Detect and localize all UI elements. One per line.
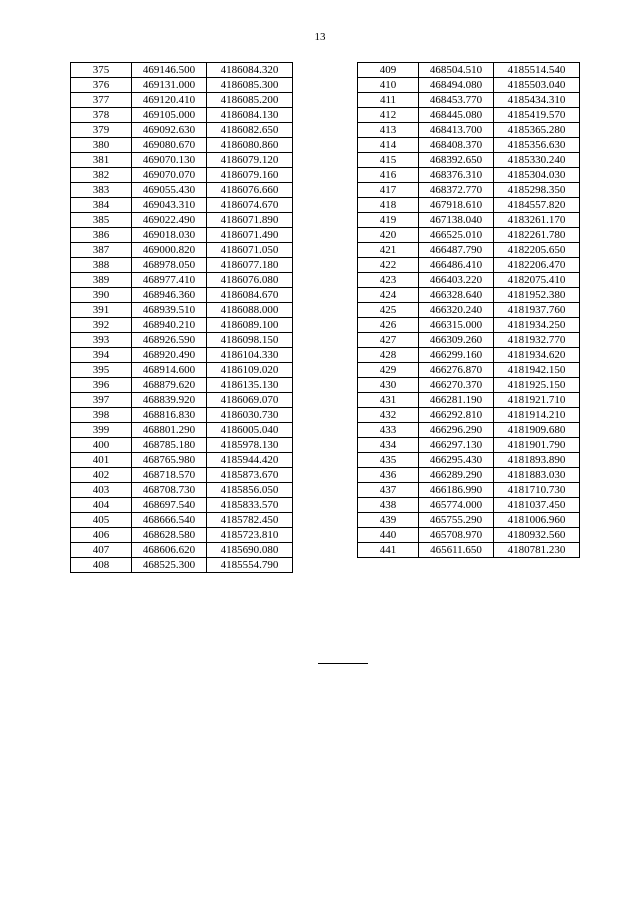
table-row: [358, 483, 580, 498]
table-row: [358, 93, 580, 108]
x-coordinate-cell: 466487.790: [419, 243, 494, 258]
x-coordinate-cell: 466296.290: [419, 423, 494, 438]
table-row: [358, 363, 580, 378]
y-coordinate-cell: 4184557.820: [494, 198, 580, 213]
point-number-cell: 412: [358, 108, 419, 123]
x-coordinate-cell: 469092.630: [132, 123, 207, 138]
table-row: [358, 78, 580, 93]
y-coordinate-cell: 4186071.050: [207, 243, 293, 258]
y-coordinate-cell: 4181934.250: [494, 318, 580, 333]
table-row: [358, 273, 580, 288]
table-row: [71, 513, 293, 528]
x-coordinate-cell: 468494.080: [419, 78, 494, 93]
table-row: [71, 258, 293, 273]
point-number-cell: 382: [71, 168, 132, 183]
point-number-cell: 429: [358, 363, 419, 378]
table-row: [71, 198, 293, 213]
y-coordinate-cell: 4185298.350: [494, 183, 580, 198]
x-coordinate-cell: 468839.920: [132, 393, 207, 408]
point-number-cell: 435: [358, 453, 419, 468]
coordinate-table-left: [70, 62, 293, 573]
x-coordinate-cell: 468408.370: [419, 138, 494, 153]
y-coordinate-cell: 4186079.120: [207, 153, 293, 168]
y-coordinate-cell: 4186071.490: [207, 228, 293, 243]
y-coordinate-cell: 4182205.650: [494, 243, 580, 258]
point-number-cell: 434: [358, 438, 419, 453]
y-coordinate-cell: 4185365.280: [494, 123, 580, 138]
point-number-cell: 384: [71, 198, 132, 213]
point-number-cell: 432: [358, 408, 419, 423]
table-row: [71, 468, 293, 483]
point-number-cell: 387: [71, 243, 132, 258]
y-coordinate-cell: 4181921.710: [494, 393, 580, 408]
y-coordinate-cell: 4180781.230: [494, 543, 580, 558]
x-coordinate-cell: 466295.430: [419, 453, 494, 468]
x-coordinate-cell: 469146.500: [132, 63, 207, 78]
point-number-cell: 401: [71, 453, 132, 468]
table-row: [71, 303, 293, 318]
table-row: [71, 408, 293, 423]
y-coordinate-cell: 4181901.790: [494, 438, 580, 453]
x-coordinate-cell: 466299.160: [419, 348, 494, 363]
point-number-cell: 417: [358, 183, 419, 198]
point-number-cell: 406: [71, 528, 132, 543]
x-coordinate-cell: 467138.040: [419, 213, 494, 228]
x-coordinate-cell: 465755.290: [419, 513, 494, 528]
point-number-cell: 407: [71, 543, 132, 558]
y-coordinate-cell: 4182261.780: [494, 228, 580, 243]
y-coordinate-cell: 4186109.020: [207, 363, 293, 378]
y-coordinate-cell: 4185873.670: [207, 468, 293, 483]
x-coordinate-cell: 468801.290: [132, 423, 207, 438]
y-coordinate-cell: 4181934.620: [494, 348, 580, 363]
table-row: [358, 528, 580, 543]
y-coordinate-cell: 4186076.080: [207, 273, 293, 288]
x-coordinate-cell: 466289.290: [419, 468, 494, 483]
point-number-cell: 396: [71, 378, 132, 393]
x-coordinate-cell: 469131.000: [132, 78, 207, 93]
y-coordinate-cell: 4185554.790: [207, 558, 293, 573]
point-number-cell: 411: [358, 93, 419, 108]
point-number-cell: 391: [71, 303, 132, 318]
point-number-cell: 408: [71, 558, 132, 573]
y-coordinate-cell: 4181006.960: [494, 513, 580, 528]
point-number-cell: 395: [71, 363, 132, 378]
x-coordinate-cell: 468926.590: [132, 333, 207, 348]
y-coordinate-cell: 4185434.310: [494, 93, 580, 108]
y-coordinate-cell: 4180932.560: [494, 528, 580, 543]
x-coordinate-cell: 466281.190: [419, 393, 494, 408]
point-number-cell: 377: [71, 93, 132, 108]
x-coordinate-cell: 466486.410: [419, 258, 494, 273]
y-coordinate-cell: 4186082.650: [207, 123, 293, 138]
x-coordinate-cell: 468946.360: [132, 288, 207, 303]
table-row: [358, 393, 580, 408]
point-number-cell: 433: [358, 423, 419, 438]
table-row: [71, 213, 293, 228]
y-coordinate-cell: 4185514.540: [494, 63, 580, 78]
y-coordinate-cell: 4186071.890: [207, 213, 293, 228]
table-row: [358, 288, 580, 303]
table-row: [358, 138, 580, 153]
point-number-cell: 420: [358, 228, 419, 243]
table-row: [358, 348, 580, 363]
point-number-cell: 438: [358, 498, 419, 513]
point-number-cell: 386: [71, 228, 132, 243]
y-coordinate-cell: 4186069.070: [207, 393, 293, 408]
x-coordinate-cell: 466328.640: [419, 288, 494, 303]
y-coordinate-cell: 4181893.890: [494, 453, 580, 468]
y-coordinate-cell: 4185856.050: [207, 483, 293, 498]
x-coordinate-cell: 469018.030: [132, 228, 207, 243]
point-number-cell: 409: [358, 63, 419, 78]
table-row: [71, 288, 293, 303]
point-number-cell: 392: [71, 318, 132, 333]
table-row: [71, 183, 293, 198]
x-coordinate-cell: 468504.510: [419, 63, 494, 78]
y-coordinate-cell: 4186135.130: [207, 378, 293, 393]
y-coordinate-cell: 4181914.210: [494, 408, 580, 423]
x-coordinate-cell: 466186.990: [419, 483, 494, 498]
point-number-cell: 421: [358, 243, 419, 258]
point-number-cell: 426: [358, 318, 419, 333]
table-row: [358, 498, 580, 513]
table-row: [358, 108, 580, 123]
point-number-cell: 397: [71, 393, 132, 408]
table-row: [358, 408, 580, 423]
x-coordinate-cell: 465611.650: [419, 543, 494, 558]
x-coordinate-cell: 469055.430: [132, 183, 207, 198]
y-coordinate-cell: 4186005.040: [207, 423, 293, 438]
table-row: [71, 498, 293, 513]
y-coordinate-cell: 4185944.420: [207, 453, 293, 468]
table-row: [71, 138, 293, 153]
x-coordinate-cell: 468697.540: [132, 498, 207, 513]
table-row: [71, 273, 293, 288]
table-row: [358, 423, 580, 438]
point-number-cell: 375: [71, 63, 132, 78]
x-coordinate-cell: 467918.610: [419, 198, 494, 213]
y-coordinate-cell: 4185978.130: [207, 438, 293, 453]
point-number-cell: 404: [71, 498, 132, 513]
table-row: [71, 168, 293, 183]
y-coordinate-cell: 4185419.570: [494, 108, 580, 123]
table-row: [71, 483, 293, 498]
table-row: [71, 423, 293, 438]
point-number-cell: 423: [358, 273, 419, 288]
x-coordinate-cell: 468785.180: [132, 438, 207, 453]
x-coordinate-cell: 466292.810: [419, 408, 494, 423]
y-coordinate-cell: 4185690.080: [207, 543, 293, 558]
table-row: [71, 393, 293, 408]
point-number-cell: 431: [358, 393, 419, 408]
y-coordinate-cell: 4186076.660: [207, 183, 293, 198]
table-row: [358, 228, 580, 243]
x-coordinate-cell: 466315.000: [419, 318, 494, 333]
x-coordinate-cell: 468628.580: [132, 528, 207, 543]
y-coordinate-cell: 4186074.670: [207, 198, 293, 213]
x-coordinate-cell: 468666.540: [132, 513, 207, 528]
point-number-cell: 405: [71, 513, 132, 528]
y-coordinate-cell: 4185833.570: [207, 498, 293, 513]
point-number-cell: 403: [71, 483, 132, 498]
table-row: [71, 543, 293, 558]
y-coordinate-cell: 4181937.760: [494, 303, 580, 318]
x-coordinate-cell: 468939.510: [132, 303, 207, 318]
point-number-cell: 425: [358, 303, 419, 318]
y-coordinate-cell: 4185304.030: [494, 168, 580, 183]
y-coordinate-cell: 4183261.170: [494, 213, 580, 228]
point-number-cell: 389: [71, 273, 132, 288]
table-row: [71, 318, 293, 333]
y-coordinate-cell: 4181942.150: [494, 363, 580, 378]
y-coordinate-cell: 4181883.030: [494, 468, 580, 483]
point-number-cell: 383: [71, 183, 132, 198]
point-number-cell: 430: [358, 378, 419, 393]
x-coordinate-cell: 468525.300: [132, 558, 207, 573]
y-coordinate-cell: 4181952.380: [494, 288, 580, 303]
y-coordinate-cell: 4186080.860: [207, 138, 293, 153]
table-row: [71, 123, 293, 138]
x-coordinate-cell: 469022.490: [132, 213, 207, 228]
x-coordinate-cell: 468445.080: [419, 108, 494, 123]
y-coordinate-cell: 4186088.000: [207, 303, 293, 318]
y-coordinate-cell: 4186089.100: [207, 318, 293, 333]
table-row: [358, 468, 580, 483]
table-row: [358, 213, 580, 228]
point-number-cell: 385: [71, 213, 132, 228]
table-row: [71, 378, 293, 393]
point-number-cell: 390: [71, 288, 132, 303]
table-row: [71, 63, 293, 78]
table-row: [71, 333, 293, 348]
y-coordinate-cell: 4186084.670: [207, 288, 293, 303]
point-number-cell: 428: [358, 348, 419, 363]
point-number-cell: 414: [358, 138, 419, 153]
y-coordinate-cell: 4181037.450: [494, 498, 580, 513]
table-row: [358, 543, 580, 558]
x-coordinate-cell: 466525.010: [419, 228, 494, 243]
x-coordinate-cell: 469000.820: [132, 243, 207, 258]
table-row: [71, 228, 293, 243]
x-coordinate-cell: 468453.770: [419, 93, 494, 108]
table-row: [358, 243, 580, 258]
x-coordinate-cell: 469120.410: [132, 93, 207, 108]
table-row: [358, 438, 580, 453]
point-number-cell: 427: [358, 333, 419, 348]
point-number-cell: 441: [358, 543, 419, 558]
y-coordinate-cell: 4186030.730: [207, 408, 293, 423]
end-rule-divider: [318, 663, 368, 664]
point-number-cell: 400: [71, 438, 132, 453]
point-number-cell: 415: [358, 153, 419, 168]
y-coordinate-cell: 4185723.810: [207, 528, 293, 543]
x-coordinate-cell: 468914.600: [132, 363, 207, 378]
x-coordinate-cell: 468940.210: [132, 318, 207, 333]
y-coordinate-cell: 4186085.300: [207, 78, 293, 93]
y-coordinate-cell: 4181909.680: [494, 423, 580, 438]
point-number-cell: 413: [358, 123, 419, 138]
point-number-cell: 378: [71, 108, 132, 123]
table-row: [358, 453, 580, 468]
table-row: [71, 528, 293, 543]
point-number-cell: 399: [71, 423, 132, 438]
point-number-cell: 424: [358, 288, 419, 303]
x-coordinate-cell: 468879.620: [132, 378, 207, 393]
x-coordinate-cell: 469043.310: [132, 198, 207, 213]
table-row: [71, 363, 293, 378]
table-row: [71, 348, 293, 363]
point-number-cell: 416: [358, 168, 419, 183]
y-coordinate-cell: 4181932.770: [494, 333, 580, 348]
table-row: [358, 63, 580, 78]
point-number-cell: 376: [71, 78, 132, 93]
y-coordinate-cell: 4186098.150: [207, 333, 293, 348]
table-row: [71, 453, 293, 468]
y-coordinate-cell: 4185782.450: [207, 513, 293, 528]
point-number-cell: 402: [71, 468, 132, 483]
point-number-cell: 439: [358, 513, 419, 528]
coordinate-table-left-body: [71, 63, 293, 573]
point-number-cell: 440: [358, 528, 419, 543]
table-row: [71, 78, 293, 93]
x-coordinate-cell: 469105.000: [132, 108, 207, 123]
x-coordinate-cell: 466403.220: [419, 273, 494, 288]
coordinate-table-right: [357, 62, 580, 558]
x-coordinate-cell: 466309.260: [419, 333, 494, 348]
x-coordinate-cell: 468606.620: [132, 543, 207, 558]
y-coordinate-cell: 4185356.630: [494, 138, 580, 153]
x-coordinate-cell: 468920.490: [132, 348, 207, 363]
table-row: [71, 558, 293, 573]
point-number-cell: 381: [71, 153, 132, 168]
y-coordinate-cell: 4181710.730: [494, 483, 580, 498]
point-number-cell: 380: [71, 138, 132, 153]
x-coordinate-cell: 465708.970: [419, 528, 494, 543]
x-coordinate-cell: 468978.050: [132, 258, 207, 273]
table-row: [358, 258, 580, 273]
x-coordinate-cell: 468708.730: [132, 483, 207, 498]
point-number-cell: 379: [71, 123, 132, 138]
x-coordinate-cell: 466297.130: [419, 438, 494, 453]
point-number-cell: 422: [358, 258, 419, 273]
point-number-cell: 436: [358, 468, 419, 483]
table-row: [358, 513, 580, 528]
x-coordinate-cell: 469070.130: [132, 153, 207, 168]
point-number-cell: 410: [358, 78, 419, 93]
point-number-cell: 419: [358, 213, 419, 228]
page-number: 13: [314, 31, 326, 43]
table-row: [71, 93, 293, 108]
x-coordinate-cell: 468816.830: [132, 408, 207, 423]
table-row: [358, 183, 580, 198]
y-coordinate-cell: 4186077.180: [207, 258, 293, 273]
table-row: [358, 198, 580, 213]
y-coordinate-cell: 4186104.330: [207, 348, 293, 363]
table-row: [358, 378, 580, 393]
x-coordinate-cell: 468977.410: [132, 273, 207, 288]
x-coordinate-cell: 466276.870: [419, 363, 494, 378]
x-coordinate-cell: 469080.670: [132, 138, 207, 153]
x-coordinate-cell: 468765.980: [132, 453, 207, 468]
y-coordinate-cell: 4186084.130: [207, 108, 293, 123]
y-coordinate-cell: 4185330.240: [494, 153, 580, 168]
point-number-cell: 388: [71, 258, 132, 273]
y-coordinate-cell: 4182206.470: [494, 258, 580, 273]
table-row: [71, 153, 293, 168]
point-number-cell: 393: [71, 333, 132, 348]
x-coordinate-cell: 468718.570: [132, 468, 207, 483]
table-row: [358, 153, 580, 168]
x-coordinate-cell: 468392.650: [419, 153, 494, 168]
point-number-cell: 394: [71, 348, 132, 363]
y-coordinate-cell: 4186084.320: [207, 63, 293, 78]
x-coordinate-cell: 466320.240: [419, 303, 494, 318]
y-coordinate-cell: 4186085.200: [207, 93, 293, 108]
table-row: [71, 108, 293, 123]
y-coordinate-cell: 4185503.040: [494, 78, 580, 93]
x-coordinate-cell: 468376.310: [419, 168, 494, 183]
x-coordinate-cell: 466270.370: [419, 378, 494, 393]
x-coordinate-cell: 465774.000: [419, 498, 494, 513]
table-row: [358, 303, 580, 318]
table-row: [71, 438, 293, 453]
point-number-cell: 418: [358, 198, 419, 213]
y-coordinate-cell: 4186079.160: [207, 168, 293, 183]
table-row: [358, 168, 580, 183]
table-row: [358, 333, 580, 348]
y-coordinate-cell: 4181925.150: [494, 378, 580, 393]
x-coordinate-cell: 469070.070: [132, 168, 207, 183]
y-coordinate-cell: 4182075.410: [494, 273, 580, 288]
point-number-cell: 437: [358, 483, 419, 498]
x-coordinate-cell: 468413.700: [419, 123, 494, 138]
table-row: [358, 318, 580, 333]
x-coordinate-cell: 468372.770: [419, 183, 494, 198]
point-number-cell: 398: [71, 408, 132, 423]
table-row: [71, 243, 293, 258]
coordinate-table-right-body: [358, 63, 580, 558]
table-row: [358, 123, 580, 138]
